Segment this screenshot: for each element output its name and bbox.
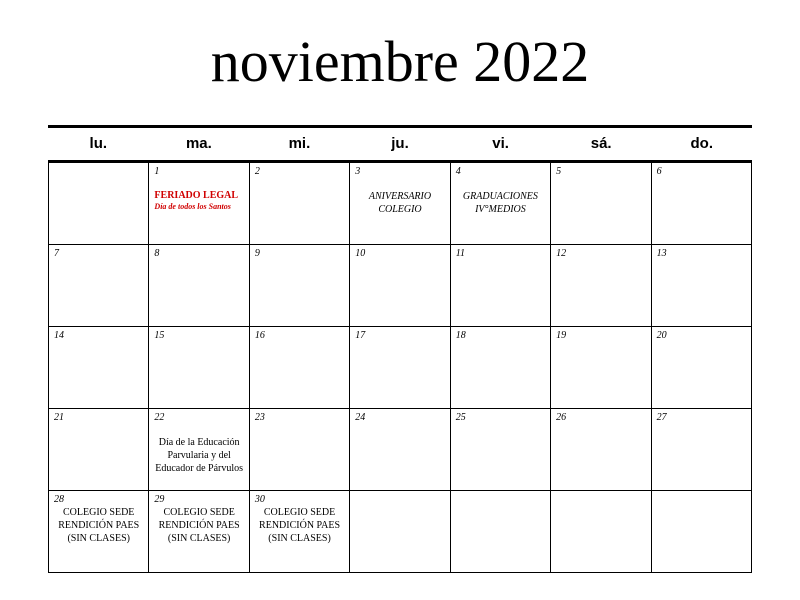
- day-cell-18: [451, 327, 551, 409]
- day-grid: [48, 163, 752, 573]
- day-cell-5: [551, 163, 651, 245]
- day-number: 2: [254, 166, 260, 177]
- day-cell-16: [250, 327, 350, 409]
- day-cell-28: [49, 491, 149, 573]
- month-title: noviembre 2022: [210, 29, 590, 94]
- day-cell-21: [49, 409, 149, 491]
- event-line: RENDICIÓN PAES: [259, 520, 341, 531]
- day-number: 25: [455, 412, 466, 423]
- day-number: 1: [154, 166, 160, 177]
- day-cell-1: [149, 163, 249, 245]
- day-number: 29: [154, 494, 165, 505]
- day-number: 13: [656, 248, 667, 259]
- weekday-sat: sá.: [590, 135, 612, 152]
- day-number: 18: [455, 330, 466, 341]
- weekday-tue: ma.: [185, 135, 212, 152]
- day-cell-22: [149, 409, 249, 491]
- event-line: (SIN CLASES): [67, 533, 130, 544]
- day-cell-4: [451, 163, 551, 245]
- day-number: 30: [254, 494, 265, 505]
- calendar: [48, 125, 752, 573]
- day-cell-13: [652, 245, 752, 327]
- event-line: Educador de Párvulos: [155, 463, 244, 474]
- weekday-wed: mi.: [288, 135, 311, 152]
- day-cell-30: [250, 491, 350, 573]
- day-cell-7: [49, 245, 149, 327]
- day-cell-8: [149, 245, 249, 327]
- day-number: 26: [556, 412, 567, 423]
- event-line: COLEGIO: [378, 204, 422, 215]
- day-cell-15: [149, 327, 249, 409]
- day-number: 19: [556, 330, 567, 341]
- day-cell-9: [250, 245, 350, 327]
- day-number: 7: [54, 248, 59, 259]
- day-number: 17: [355, 330, 366, 341]
- day-cell-10: [350, 245, 450, 327]
- event-line: (SIN CLASES): [167, 533, 231, 544]
- day-number: 14: [54, 330, 64, 341]
- day-cell-2: [250, 163, 350, 245]
- day-cell-empty: [551, 491, 651, 573]
- weekday-header: [48, 128, 752, 160]
- day-number: 10: [355, 248, 366, 259]
- event-line: GRADUACIONES: [462, 191, 538, 202]
- day-cell-23: [250, 409, 350, 491]
- day-number: 21: [54, 412, 64, 423]
- day-number: 9: [254, 248, 260, 259]
- holiday-title: FERIADO LEGAL: [154, 190, 239, 201]
- day-number: 4: [455, 166, 461, 177]
- event-line: COLEGIO SEDE: [163, 507, 235, 518]
- day-number: 15: [154, 330, 165, 341]
- day-cell-14: [49, 327, 149, 409]
- day-number: 24: [355, 412, 366, 423]
- day-number: 12: [556, 248, 567, 259]
- day-cell-26: [551, 409, 651, 491]
- day-number: 5: [556, 166, 562, 177]
- day-number: 16: [254, 330, 265, 341]
- day-cell-20: [652, 327, 752, 409]
- event-line: COLEGIO SEDE: [63, 507, 135, 518]
- weekday-thu: ju.: [391, 135, 409, 152]
- weekday-mon: lu.: [89, 135, 108, 152]
- day-number: 6: [656, 166, 662, 177]
- day-cell-empty: [49, 163, 149, 245]
- event-line: (SIN CLASES): [268, 533, 331, 544]
- day-cell-3: [350, 163, 450, 245]
- event-line: RENDICIÓN PAES: [158, 520, 240, 531]
- day-cell-empty: [652, 491, 752, 573]
- day-number: 3: [355, 166, 361, 177]
- weekday-fri: vi.: [492, 135, 509, 152]
- day-cell-24: [350, 409, 450, 491]
- day-cell-29: [149, 491, 249, 573]
- day-cell-25: [451, 409, 551, 491]
- day-number: 28: [54, 494, 64, 505]
- day-cell-17: [350, 327, 450, 409]
- day-number: 22: [154, 412, 165, 423]
- event-line: RENDICIÓN PAES: [58, 520, 140, 531]
- event-line: Día de la Educación: [158, 437, 240, 448]
- event-line: COLEGIO SEDE: [263, 507, 336, 518]
- day-number: 23: [254, 412, 265, 423]
- day-number: 8: [154, 248, 160, 259]
- day-cell-19: [551, 327, 651, 409]
- day-cell-empty: [451, 491, 551, 573]
- holiday-subtitle: Día de todos los Santos: [154, 202, 231, 211]
- day-number: 11: [455, 248, 465, 259]
- day-cell-6: [652, 163, 752, 245]
- day-cell-11: [451, 245, 551, 327]
- event-line: IV°MEDIOS: [475, 204, 526, 215]
- event-line: ANIVERSARIO: [368, 191, 432, 202]
- day-cell-empty: [350, 491, 450, 573]
- day-cell-27: [652, 409, 752, 491]
- weekday-sun: do.: [690, 135, 713, 152]
- event-line: Parvularia y del: [167, 450, 231, 461]
- day-cell-12: [551, 245, 651, 327]
- day-number: 20: [656, 330, 667, 341]
- day-number: 27: [656, 412, 667, 423]
